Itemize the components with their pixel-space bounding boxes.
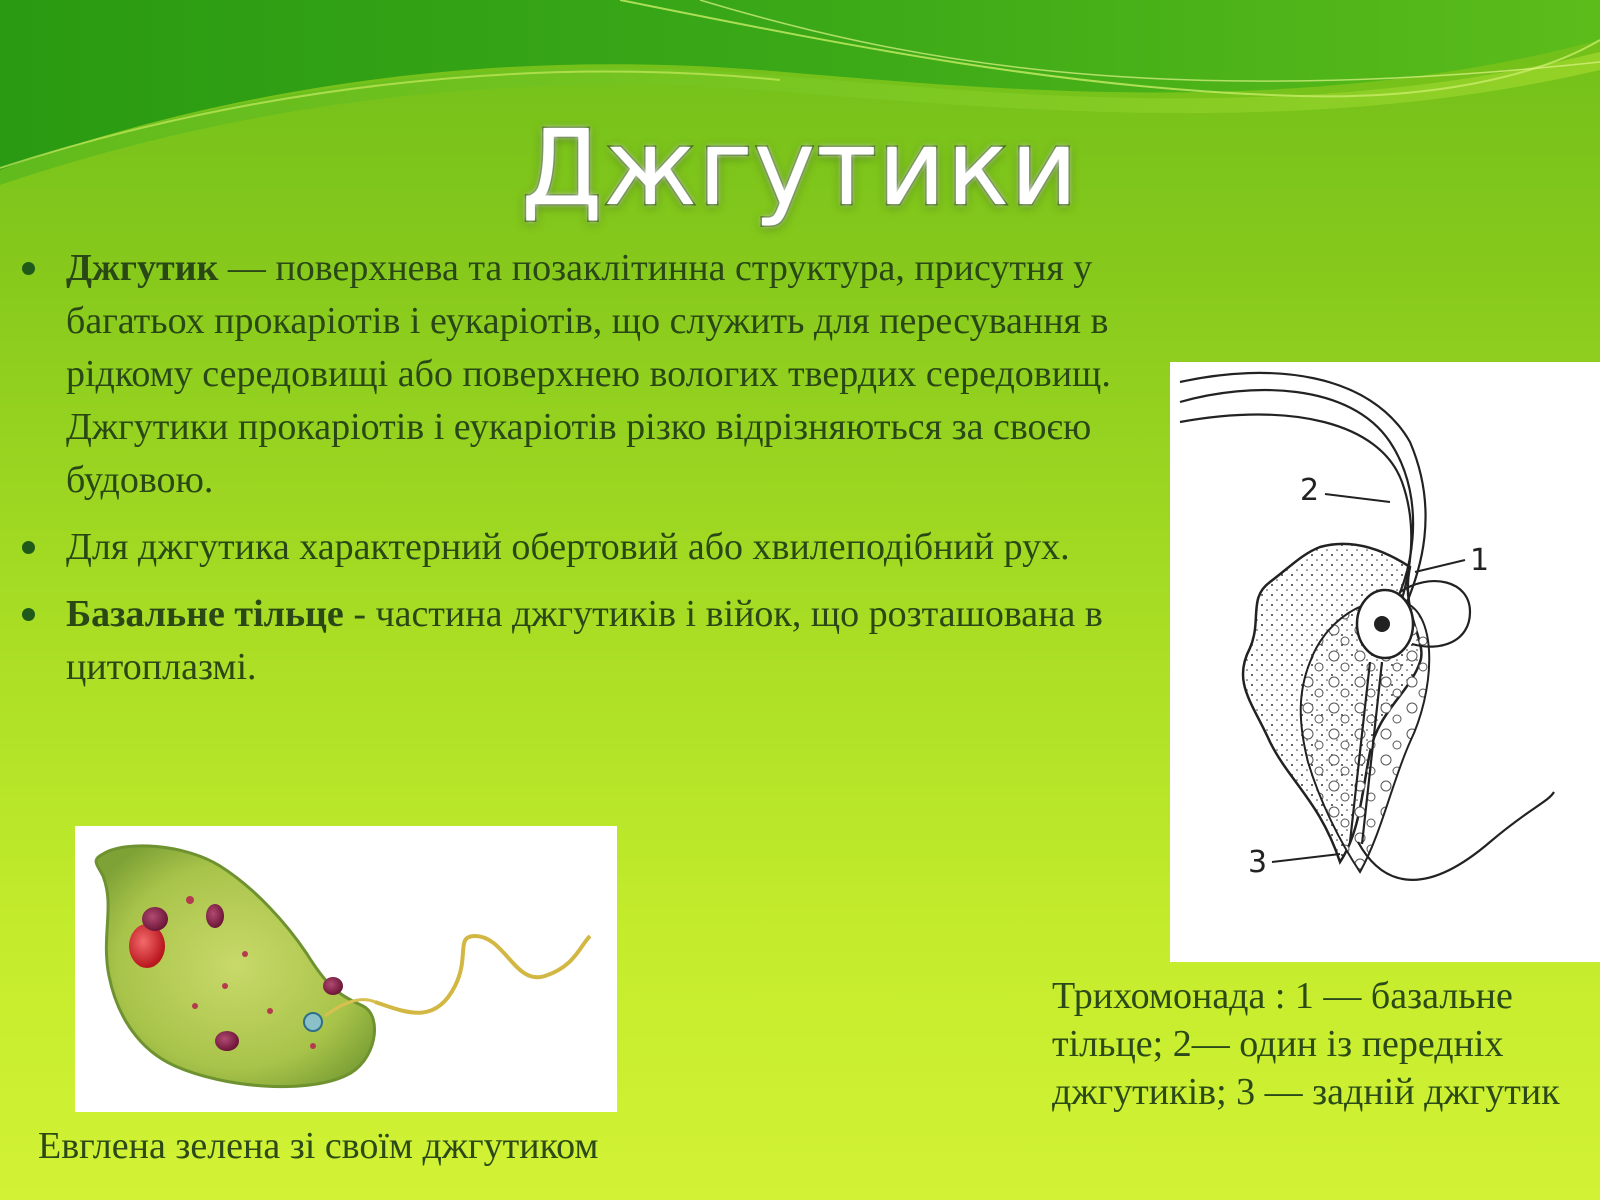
slide-title: Джгутики	[521, 107, 1079, 229]
trichomonas-caption: Трихомонада : 1 — базальне тільце; 2— один із передніх джгутиків; 3 — задній джгутик	[1052, 975, 1560, 1113]
term-basal-body: Базальне тільце	[66, 593, 344, 635]
euglena-caption: Евглена зелена зі своїм джгутиком	[38, 1125, 599, 1167]
label-1: 1	[1470, 543, 1490, 578]
bullet-icon	[22, 541, 35, 554]
term-flagellum: Джгутик	[66, 247, 219, 289]
bullet-icon	[22, 608, 35, 621]
bullet-flagellum-motion	[20, 521, 1150, 574]
bullet-basal-body	[20, 588, 1150, 694]
bullet-text: — поверхнева та позаклітинна структура, присутня у багатьох прокаріотів і еукаріотів, що служить для пересування в рідкому середовищі або поверхнею вологих твердих середовищ. Джгутики прокаріотів і еукаріотів різко відрізняються за своєю будовою.	[66, 247, 1111, 501]
label-3: 3	[1248, 845, 1268, 880]
bullet-flagellum-definition	[20, 242, 1150, 507]
bullet-list	[20, 242, 1150, 708]
bullet-icon	[22, 262, 35, 275]
bullet-text: - частина джгутиків і війок, що розташована в цитоплазмі.	[66, 593, 1103, 688]
label-2: 2	[1300, 473, 1320, 508]
bullet-text: Для джгутика характерний обертовий або хвилеподібний рух.	[66, 526, 1070, 568]
euglena-illustration	[75, 826, 617, 1112]
trichomonas-illustration	[1170, 362, 1600, 962]
